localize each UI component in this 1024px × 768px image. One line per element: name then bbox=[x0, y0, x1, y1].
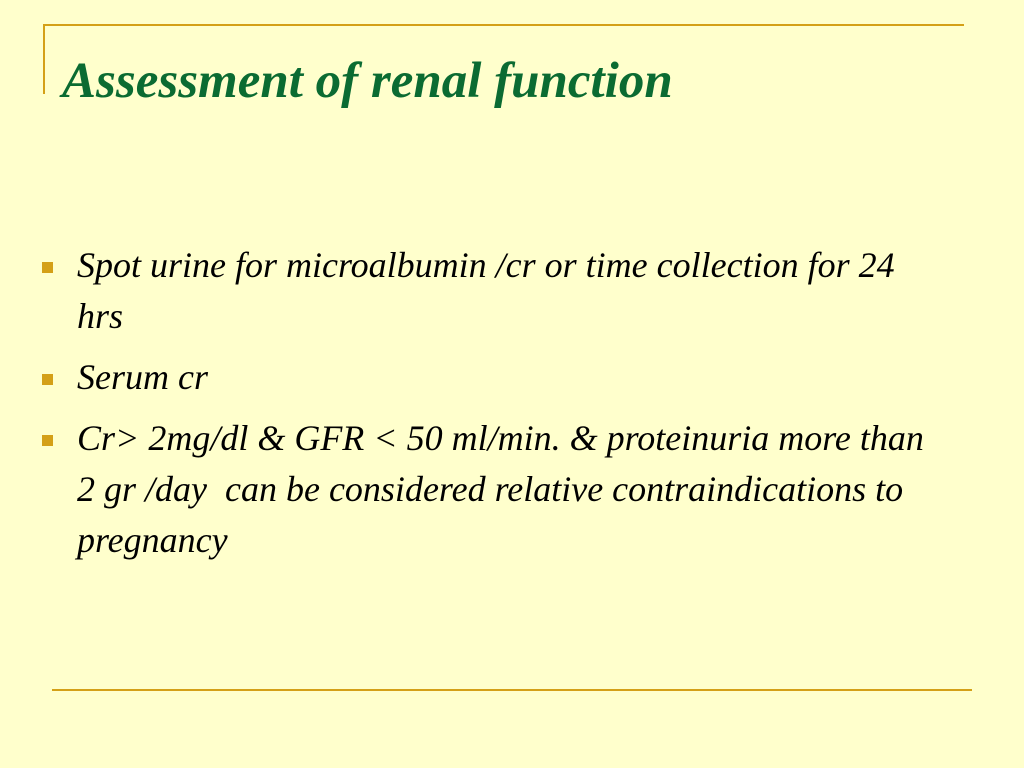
square-bullet-icon bbox=[42, 435, 53, 446]
bullet-item-serum bbox=[40, 352, 940, 403]
bottom-border-line bbox=[52, 689, 972, 691]
bullet-item-contraindications bbox=[40, 413, 940, 566]
slide-title: Assessment of renal function bbox=[62, 53, 673, 109]
bullet-text: Serum cr bbox=[77, 357, 208, 397]
square-bullet-icon bbox=[42, 262, 53, 273]
bullet-item-urine bbox=[40, 240, 940, 342]
bullet-text: Cr> 2mg/dl & GFR < 50 ml/min. & proteinuria more than 2 gr /day can be considered relative contraindications to pregnancy bbox=[77, 418, 933, 560]
bullet-text: Spot urine for microalbumin /cr or time collection for 24 hrs bbox=[77, 245, 904, 336]
square-bullet-icon bbox=[42, 374, 53, 385]
top-border-line bbox=[43, 24, 964, 26]
bullet-list bbox=[40, 240, 940, 576]
left-border-line bbox=[43, 24, 45, 94]
